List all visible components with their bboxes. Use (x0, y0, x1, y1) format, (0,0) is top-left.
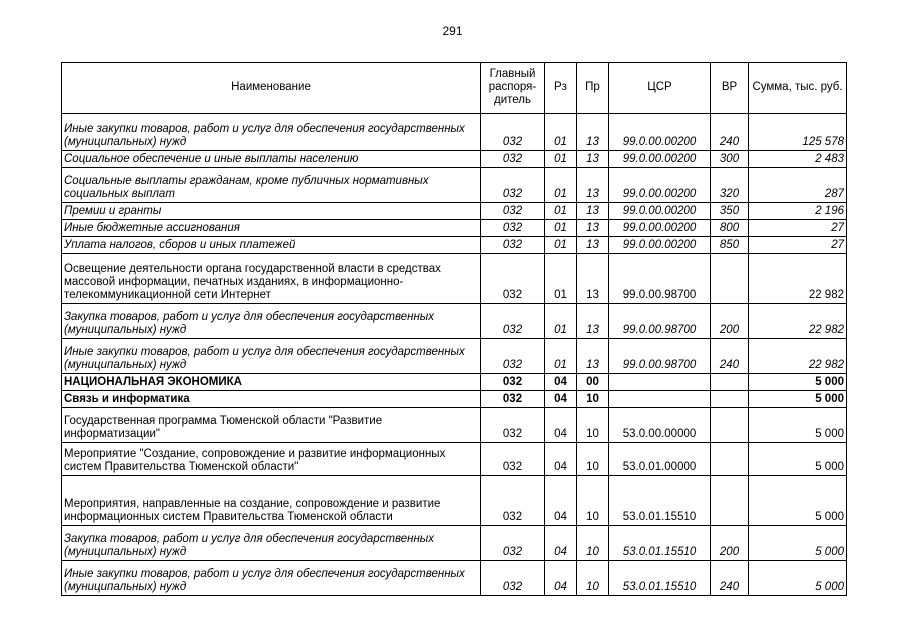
cell-name: Премии и гранты (62, 203, 481, 220)
cell-sum: 5 000 (749, 408, 847, 443)
cell-grbs: 032 (481, 374, 545, 391)
cell-csr: 99.0.00.98700 (609, 339, 711, 374)
cell-pr: 13 (577, 220, 609, 237)
table-row (62, 114, 847, 151)
header-name: Наименование (62, 63, 481, 114)
cell-rz: 01 (545, 168, 577, 203)
cell-name: Социальное обеспечение и иные выплаты населению (62, 151, 481, 168)
cell-vr (711, 443, 749, 476)
cell-pr: 13 (577, 339, 609, 374)
cell-sum: 125 578 (749, 114, 847, 151)
cell-rz: 04 (545, 561, 577, 596)
cell-csr: 53.0.00.00000 (609, 408, 711, 443)
cell-vr: 240 (711, 561, 749, 596)
cell-csr: 99.0.00.00200 (609, 168, 711, 203)
cell-name: Социальные выплаты гражданам, кроме публичных нормативных социальных выплат (62, 168, 481, 203)
cell-vr: 200 (711, 526, 749, 561)
cell-vr (711, 254, 749, 304)
cell-grbs: 032 (481, 254, 545, 304)
cell-grbs: 032 (481, 114, 545, 151)
cell-csr: 53.0.01.00000 (609, 443, 711, 476)
cell-csr: 53.0.01.15510 (609, 561, 711, 596)
header-csr: ЦСР (609, 63, 711, 114)
cell-name: Закупка товаров, работ и услуг для обеспечения государственных (муниципальных) нужд (62, 526, 481, 561)
header-vr: ВР (711, 63, 749, 114)
cell-sum: 5 000 (749, 374, 847, 391)
cell-vr (711, 374, 749, 391)
cell-vr: 240 (711, 114, 749, 151)
cell-pr: 13 (577, 151, 609, 168)
cell-pr: 00 (577, 374, 609, 391)
cell-rz: 04 (545, 526, 577, 561)
cell-grbs: 032 (481, 476, 545, 526)
cell-rz: 01 (545, 114, 577, 151)
cell-rz: 04 (545, 408, 577, 443)
cell-csr: 99.0.00.00200 (609, 114, 711, 151)
cell-pr: 10 (577, 443, 609, 476)
header-sum: Сумма, тыс. руб. (749, 63, 847, 114)
cell-csr: 99.0.00.00200 (609, 151, 711, 168)
table-row (62, 237, 847, 254)
cell-vr: 850 (711, 237, 749, 254)
cell-vr: 240 (711, 339, 749, 374)
cell-vr: 320 (711, 168, 749, 203)
table-row (62, 561, 847, 596)
cell-vr: 200 (711, 304, 749, 339)
cell-rz: 04 (545, 476, 577, 526)
cell-csr: 53.0.01.15510 (609, 476, 711, 526)
cell-sum: 5 000 (749, 443, 847, 476)
table-row (62, 151, 847, 168)
table-row (62, 443, 847, 476)
table-row (62, 168, 847, 203)
cell-grbs: 032 (481, 526, 545, 561)
cell-pr: 10 (577, 408, 609, 443)
table-row (62, 254, 847, 304)
table-row (62, 339, 847, 374)
cell-sum: 22 982 (749, 304, 847, 339)
table-row (62, 374, 847, 391)
cell-rz: 04 (545, 443, 577, 476)
cell-sum: 27 (749, 237, 847, 254)
cell-vr (711, 391, 749, 408)
cell-name: Государственная программа Тюменской области "Развитие информатизации" (62, 408, 481, 443)
cell-rz: 01 (545, 203, 577, 220)
cell-grbs: 032 (481, 237, 545, 254)
cell-pr: 13 (577, 168, 609, 203)
cell-sum: 2 196 (749, 203, 847, 220)
cell-csr (609, 391, 711, 408)
cell-csr: 99.0.00.00200 (609, 220, 711, 237)
cell-sum: 5 000 (749, 391, 847, 408)
cell-name: Освещение деятельности органа государственной власти в средствах массовой информации, печатных изданиях, в информационно-телекоммуникационной сети Интернет (62, 254, 481, 304)
cell-name: Мероприятия, направленные на создание, сопровождение и развитие информационных систем Правительства Тюменской области (62, 476, 481, 526)
table-row (62, 203, 847, 220)
cell-pr: 10 (577, 561, 609, 596)
cell-sum: 22 982 (749, 339, 847, 374)
cell-name: Закупка товаров, работ и услуг для обеспечения государственных (муниципальных) нужд (62, 304, 481, 339)
cell-sum: 22 982 (749, 254, 847, 304)
cell-rz: 01 (545, 304, 577, 339)
cell-pr: 10 (577, 526, 609, 561)
cell-pr: 13 (577, 304, 609, 339)
table-row (62, 476, 847, 526)
cell-grbs: 032 (481, 151, 545, 168)
cell-vr: 350 (711, 203, 749, 220)
cell-sum: 2 483 (749, 151, 847, 168)
cell-pr: 13 (577, 203, 609, 220)
cell-sum: 27 (749, 220, 847, 237)
cell-name: Иные закупки товаров, работ и услуг для обеспечения государственных (муниципальных) нужд (62, 561, 481, 596)
table-body (62, 114, 847, 596)
table-row (62, 391, 847, 408)
cell-rz: 01 (545, 254, 577, 304)
cell-csr (609, 374, 711, 391)
header-grbs: Главный распоря-дитель (481, 63, 545, 114)
cell-rz: 01 (545, 220, 577, 237)
cell-csr: 99.0.00.00200 (609, 203, 711, 220)
cell-name: Мероприятие "Создание, сопровождение и развитие информационных систем Правительства Тюменской области" (62, 443, 481, 476)
cell-pr: 13 (577, 254, 609, 304)
cell-name: Уплата налогов, сборов и иных платежей (62, 237, 481, 254)
cell-sum: 287 (749, 168, 847, 203)
table-row (62, 304, 847, 339)
cell-grbs: 032 (481, 220, 545, 237)
cell-vr: 300 (711, 151, 749, 168)
budget-table (61, 62, 847, 596)
cell-pr: 13 (577, 114, 609, 151)
cell-name: Иные закупки товаров, работ и услуг для обеспечения государственных (муниципальных) нужд (62, 114, 481, 151)
cell-grbs: 032 (481, 443, 545, 476)
cell-name: Связь и информатика (62, 391, 481, 408)
cell-rz: 01 (545, 339, 577, 374)
cell-csr: 99.0.00.00200 (609, 237, 711, 254)
cell-sum: 5 000 (749, 476, 847, 526)
cell-csr: 53.0.01.15510 (609, 526, 711, 561)
cell-pr: 10 (577, 391, 609, 408)
cell-pr: 10 (577, 476, 609, 526)
page-number: 291 (442, 24, 463, 38)
cell-sum: 5 000 (749, 526, 847, 561)
cell-grbs: 032 (481, 339, 545, 374)
table-row (62, 220, 847, 237)
cell-name: Иные закупки товаров, работ и услуг для обеспечения государственных (муниципальных) нужд (62, 339, 481, 374)
cell-rz: 04 (545, 374, 577, 391)
cell-name: НАЦИОНАЛЬНАЯ ЭКОНОМИКА (62, 374, 481, 391)
cell-grbs: 032 (481, 168, 545, 203)
table-row (62, 526, 847, 561)
cell-rz: 04 (545, 391, 577, 408)
cell-grbs: 032 (481, 203, 545, 220)
cell-grbs: 032 (481, 408, 545, 443)
cell-pr: 13 (577, 237, 609, 254)
cell-vr (711, 408, 749, 443)
cell-csr: 99.0.00.98700 (609, 254, 711, 304)
header-rz: Рз (545, 63, 577, 114)
cell-rz: 01 (545, 151, 577, 168)
table-row (62, 408, 847, 443)
cell-grbs: 032 (481, 561, 545, 596)
cell-csr: 99.0.00.98700 (609, 304, 711, 339)
table-header-row (62, 63, 847, 114)
header-pr: Пр (577, 63, 609, 114)
cell-rz: 01 (545, 237, 577, 254)
cell-grbs: 032 (481, 304, 545, 339)
cell-vr (711, 476, 749, 526)
cell-sum: 5 000 (749, 561, 847, 596)
cell-name: Иные бюджетные ассигнования (62, 220, 481, 237)
cell-grbs: 032 (481, 391, 545, 408)
cell-vr: 800 (711, 220, 749, 237)
